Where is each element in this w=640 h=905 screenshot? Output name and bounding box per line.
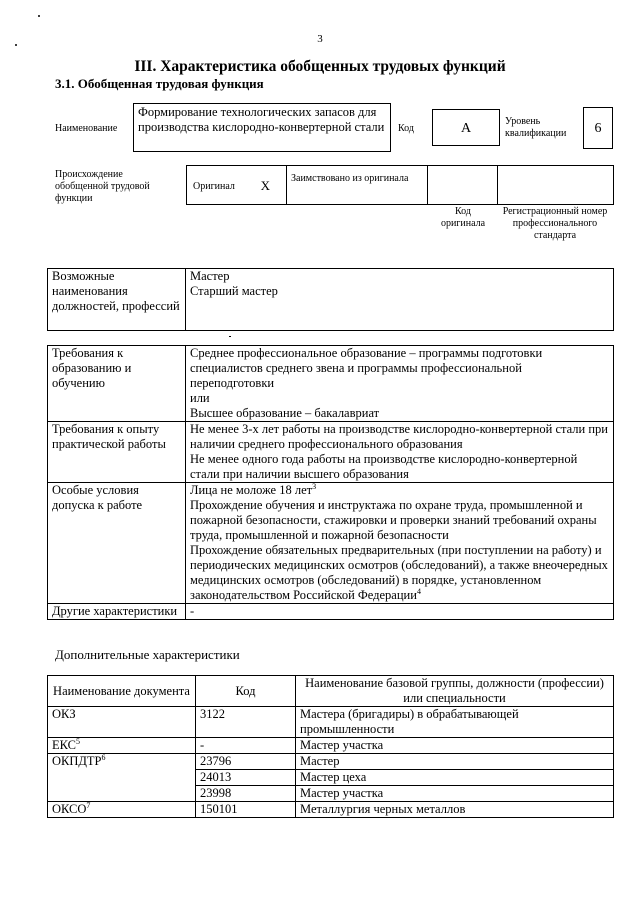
additional-table (47, 675, 614, 818)
table-row (48, 707, 614, 738)
code-cell: 150101 (196, 802, 296, 818)
requirements-table (47, 345, 614, 620)
footnote-ref: 3 (312, 481, 317, 491)
experience-line: Не менее одного года работы на производстве кислородно-конвертерной стали при наличии высшего образования (190, 452, 578, 481)
other-label: Другие характеристики (48, 604, 186, 620)
education-line: или (190, 391, 210, 405)
column-header-code: Код (196, 676, 296, 707)
position-item: Старший мастер (190, 284, 278, 298)
code-original-label: Код оригинала (440, 206, 486, 229)
special-condition-line (190, 543, 609, 603)
code-label: Код (398, 123, 414, 134)
education-line: Среднее профессиональное образование – программы подготовки специалистов среднего звена и программы профессиональной переподготовки (190, 346, 543, 390)
name-label: Наименование (55, 123, 118, 134)
doc-cell: ЕКС$^5$ (48, 738, 196, 754)
footnote-ref: 7 (86, 800, 91, 810)
level-label: Уровень квалификации (505, 116, 567, 139)
code-cell: 23796 (196, 754, 296, 770)
footnote-ref: 6 (101, 752, 106, 762)
code-box (432, 109, 500, 146)
reg-number-label: Регистрационный номер профессионального стандарта (502, 206, 608, 241)
name-cell: Металлургия черных металлов (296, 802, 614, 818)
code-cell: 3122 (196, 707, 296, 738)
doc-cell: ОКЗ (48, 707, 196, 738)
experience-label: Требования к опыту практической работы (48, 422, 186, 483)
code-value: A (460, 121, 472, 136)
education-line: Высшее образование – бакалавриат (190, 406, 380, 420)
original-label: Оригинал (193, 180, 235, 192)
section-title: III. Характеристика обобщенных трудовых функций (134, 58, 506, 75)
additional-title: Дополнительные характеристики (55, 647, 240, 662)
other-value: - (186, 604, 614, 620)
experience-values (186, 422, 614, 483)
code-cell: 23998 (196, 786, 296, 802)
scan-speck (229, 336, 231, 337)
origin-table (186, 165, 614, 205)
position-item: Мастер (190, 269, 230, 283)
experience-line: Не менее 3-х лет работы на производстве кислородно-конвертерной стали при наличии среднего профессионального образования (190, 422, 608, 451)
reg-number-cell (498, 166, 614, 205)
special-condition-line (190, 483, 609, 498)
name-cell: Мастер участка (296, 786, 614, 802)
borrowed-label: Заимствовано из оригинала (291, 173, 409, 184)
table-row (48, 802, 614, 818)
column-header-document: Наименование документа (48, 676, 196, 707)
doc-cell: ОКПДТР$^6$ (48, 754, 196, 802)
special-conditions-label: Особые условия допуска к работе (48, 483, 186, 604)
code-cell: 24013 (196, 770, 296, 786)
subsection-title: 3.1. Обобщенная трудовая функция (55, 76, 264, 91)
table-row (48, 738, 614, 754)
special-condition-text: Прохождение обязательных предварительных (при поступлении на работу) и периодических медицинских осмотров (обследований), а также внеочередных медицинских осмотров (обследований) в порядке, установленном законодательством Российской Федерации (190, 543, 608, 602)
code-cell: - (196, 738, 296, 754)
original-mark: X (260, 177, 270, 193)
education-label: Требования к образованию и обучению (48, 346, 186, 422)
original-cell (187, 166, 287, 205)
special-condition-line: Прохождение обучения и инструктажа по охране труда, промышленной и пожарной безопасности, стажировки и проверки знаний требований охраны труда, промышленной и пожарной безопасности (190, 498, 597, 542)
positions-label: Возможные наименования должностей, профессий (48, 269, 186, 331)
name-cell: Мастера (бригадиры) в обрабатывающей промышленности (296, 707, 614, 738)
positions-table (47, 268, 614, 331)
doc-cell: ОКСО$^7$ (48, 802, 196, 818)
level-box (583, 107, 613, 149)
education-values (186, 346, 614, 422)
page-number: 3 (317, 33, 323, 45)
code-original-cell (428, 166, 498, 205)
name-cell: Мастер цеха (296, 770, 614, 786)
name-cell: Мастер участка (296, 738, 614, 754)
positions-values (186, 269, 614, 331)
function-name-value: Формирование технологических запасов для производства кислородно-конвертерной стали (138, 105, 385, 134)
footnote-ref: 5 (76, 736, 80, 746)
origin-label: Происхождение обобщенной трудовой функции (55, 169, 150, 204)
special-conditions-values (186, 483, 614, 604)
name-cell: Мастер (296, 754, 614, 770)
footnote-ref: 4 (416, 586, 421, 596)
special-condition-text: Лица не моложе 18 лет (190, 483, 313, 497)
level-value: 6 (594, 121, 602, 136)
scan-speck (38, 15, 40, 17)
function-name-box (133, 103, 391, 152)
table-row (48, 754, 614, 770)
column-header-name: Наименование базовой группы, должности (профессии) или специальности (296, 676, 614, 707)
borrowed-cell (287, 166, 428, 205)
